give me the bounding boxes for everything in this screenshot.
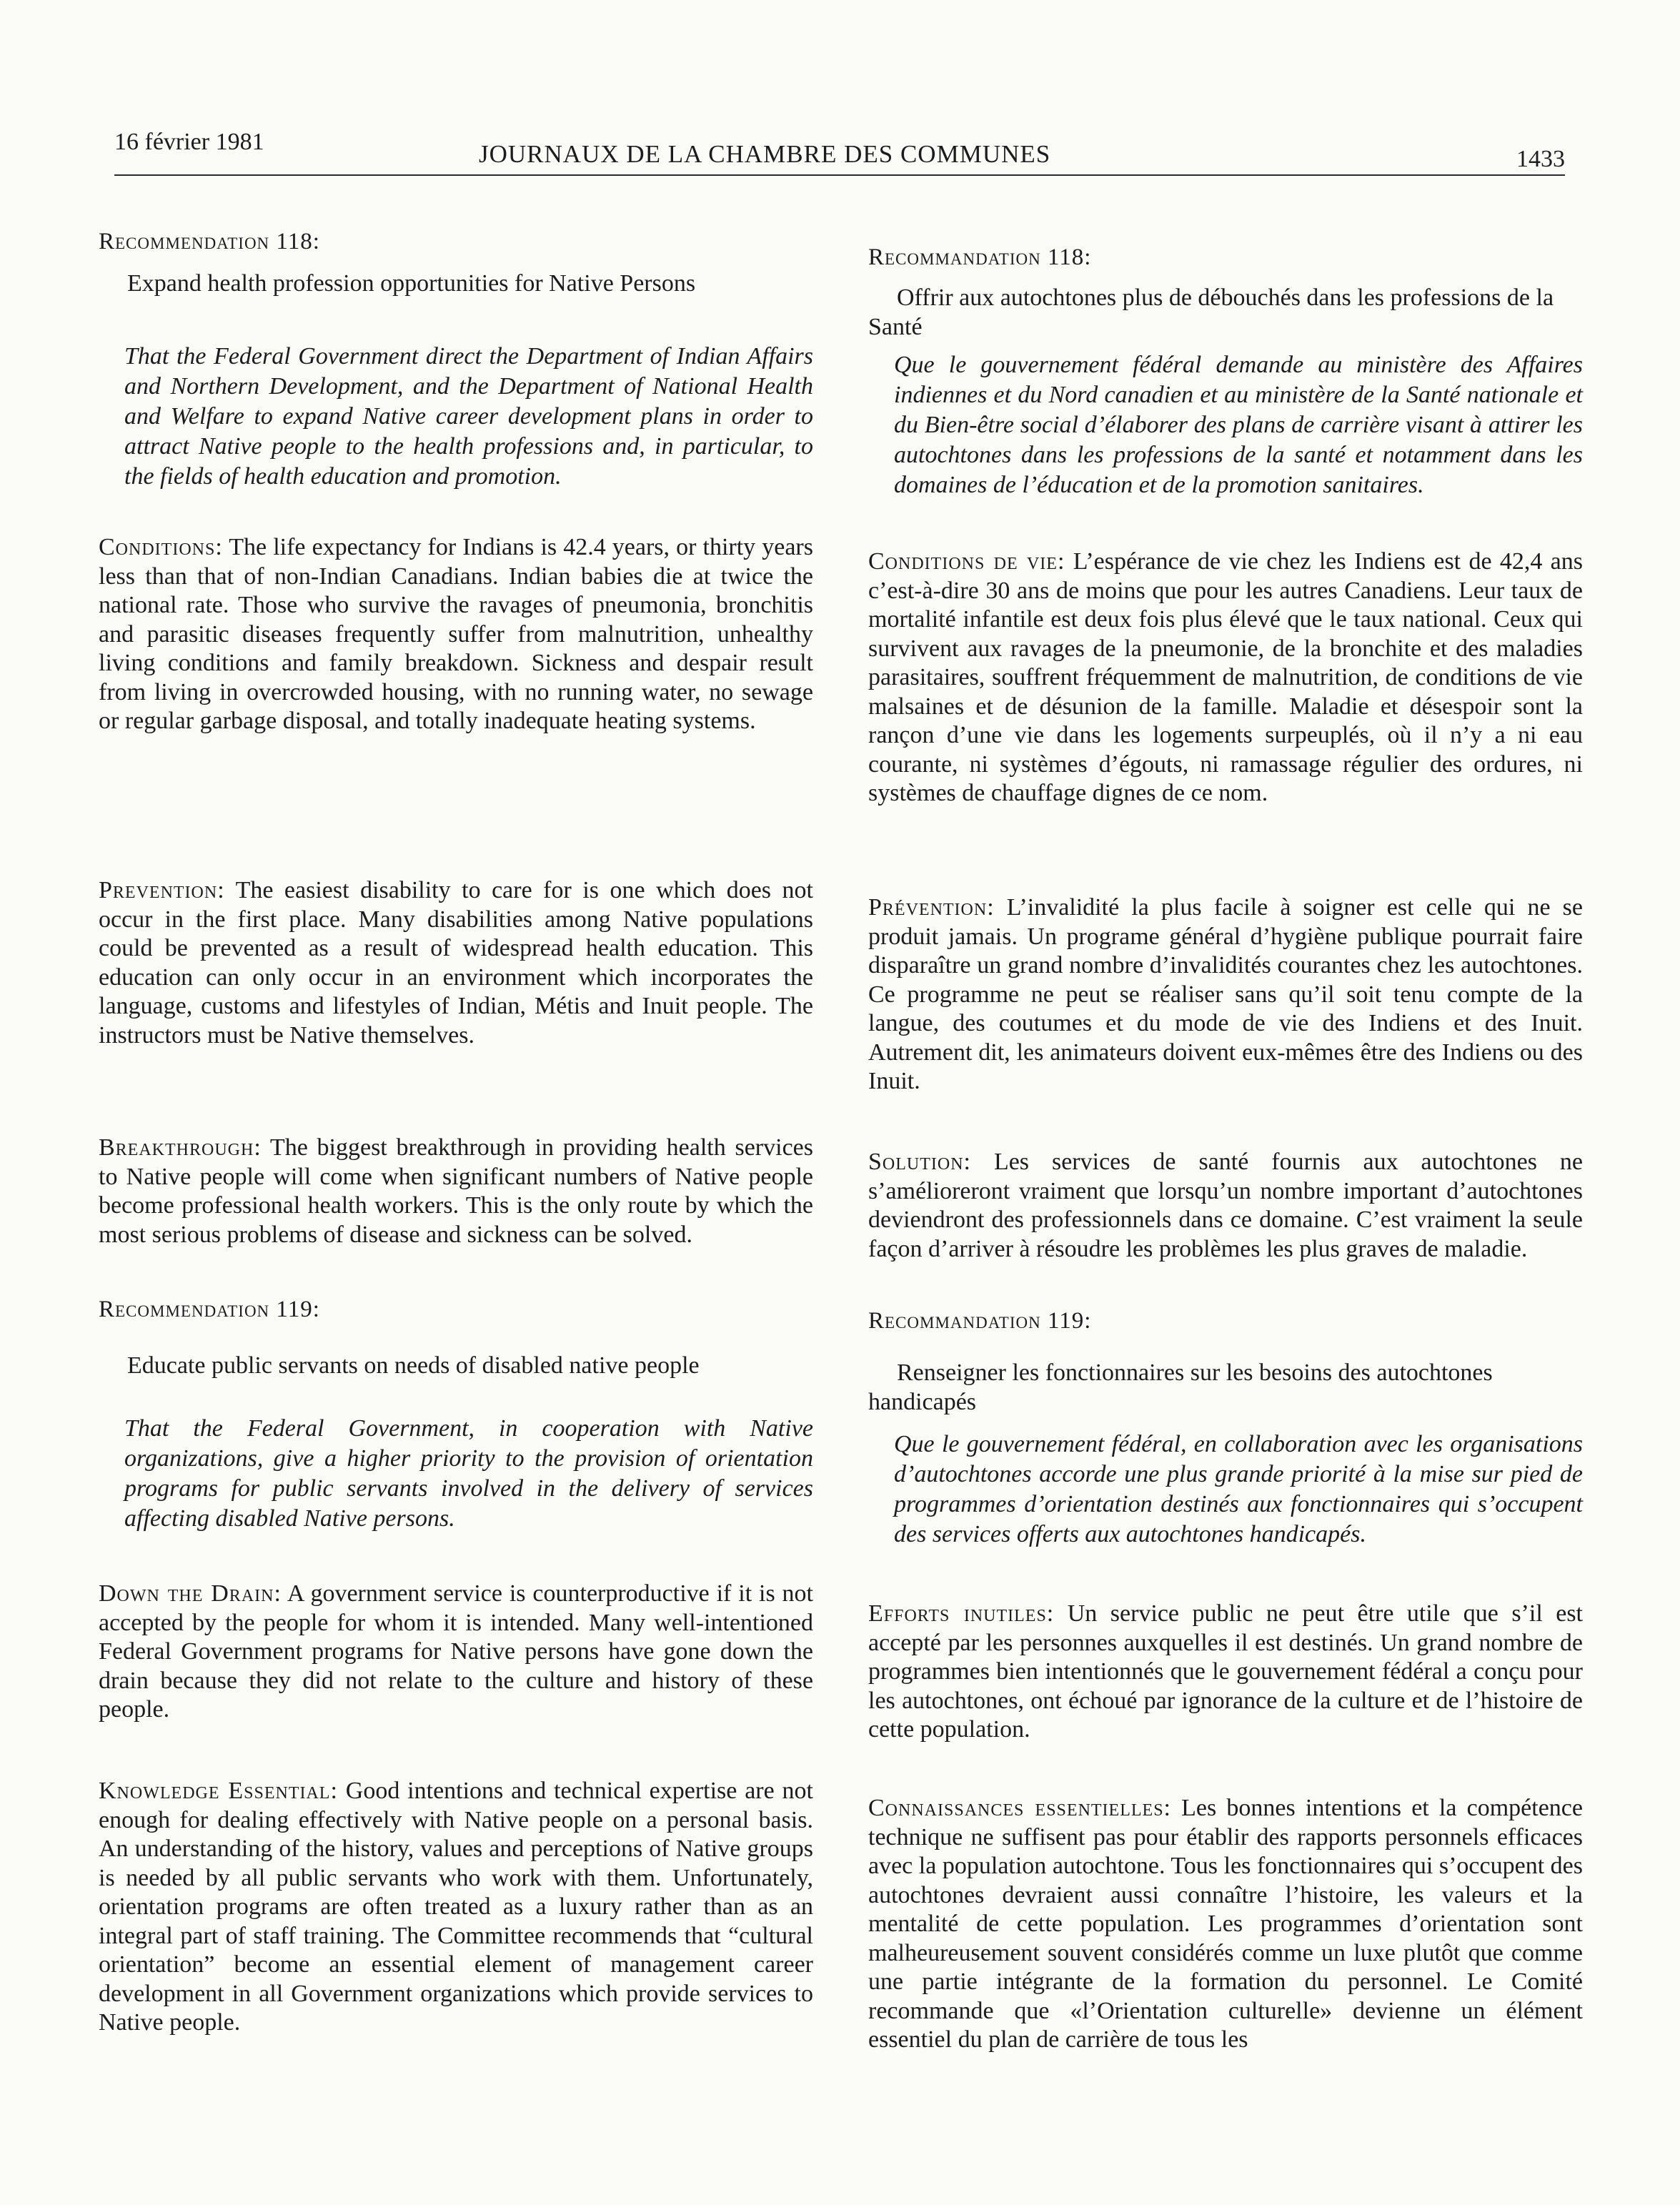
knowledge-essential-text: Good intentions and technical expertise are not enough for dealing effectively with Native people on a personal basis. An understanding of the history, values and perceptions of Native groups is needed by all public servants who work with them. Unfortunately, orientation programs are often treated as a luxury rather than as an integral part of staff training. The Committee recommends that “cultural orientation” become an essential element of management career development in all Government organizations which provide services to Native people. [99,1778,814,2036]
prevention-fr-label: Prévention: [868,894,995,921]
conditions-de-vie-paragraph [868,547,1583,808]
recommendation-119-subtitle: Educate public servants on needs of disabled native people [127,1352,700,1379]
conditions-paragraph [99,533,813,736]
recommandation-119-text: Que le gouvernement fédéral, en collaboration avec les organisations d’autochtones accorde une plus grande priorité à la mise sur pied de programmes d’orientation destinés aux fonctionnaires qui s’occupent des services offerts aux autochtones handicapés. [894,1431,1583,1547]
recommendation-119-heading: Recommendation 119: [99,1297,320,1322]
connaissances-text: Les bonnes intentions et la compétence technique ne suffisent pas pour établir des rapports personnels efficaces avec la population autochtone. Tous les fonctionnaires qui s’occupent des autochtones devraient aussi connaître l’histoire, les valeurs et la mentalité de cette population. Les programmes d’orientation sont malheureusement souvent considérés comme un luxe plutôt que comme une partie intégrante de la formation du personnel. Le Comité recommande que «l’Orientation culturelle» devienne un élément essentiel du plan de carrière de tous les [868,1795,1583,2053]
down-the-drain-paragraph [99,1580,813,1725]
efforts-inutiles-label: Efforts inutiles: [868,1600,1055,1627]
conditions-de-vie-label: Conditions de vie: [868,548,1065,575]
solution-paragraph [868,1148,1583,1264]
page-header [114,127,1565,176]
conditions-text: The life expectancy for Indians is 42.4 years, or thirty years less than that of non-Indian Canadians. Indian babies die at twice the national rate. Those who survive the ravages of pneumonia, bronchitis and parasitic diseases frequently suffer from malnutrition, unhealthy living conditions and family breakdown. Sickness and despair result from living in overcrowded housing, with no running water, no sewage or regular garbage disposal, and totally inadequate heating systems. [99,534,813,734]
recommendation-118-subtitle: Expand health profession opportunities for Native Persons [127,270,696,297]
recommendation-118-heading: Recommendation 118: [99,229,320,254]
recommandation-118-heading: Recommandation 118: [868,244,1092,270]
recommandation-118-text: Que le gouvernement fédéral demande au ministère des Affaires indiennes et du Nord canadien et au ministère de la Santé nationale et du Bien-être social d’élaborer des plans de carrière visant à attirer les autochtones dans les professions de la santé et notamment dans les domaines de l’éducation et de la promotion sanitaires. [894,352,1583,498]
knowledge-essential-label: Knowledge Essential: [99,1778,338,1804]
prevention-label: Prevention: [99,877,225,903]
conditions-label: Conditions: [99,534,223,560]
solution-text: Les services de santé fournis aux autochtones ne s’amélioreront vraiment que lorsqu’un nombre important d’autochtones deviendront des professionnels dans ce domaine. C’est vraiment la seule façon d’arriver à résoudre les problèmes les plus graves de maladie. [868,1149,1583,1262]
journal-title: JOURNAUX DE LA CHAMBRE DES COMMUNES [479,140,1051,168]
recommendation-118-text: That the Federal Government direct the Department of Indian Affairs and Northern Development, and the Department of National Health and Welfare to expand Native career development plans in order to attract Native people to the health professions and, in particular, to the fields of health education and promotion. [124,343,813,490]
prevention-fr-text: L’invalidité la plus facile à soigner est celle qui ne se produit jamais. Un programe général d’hygiène publique pourrait faire disparaître un grand nombre d’invalidités courantes chez les autochtones. Ce programme ne peut se réaliser sans qu’il soit tenu compte de la langue, des coutumes et du mode de vie des Indiens et des Inuit. Autrement dit, les animateurs doivent eux-mêmes être des Indiens ou des Inuit. [868,894,1583,1094]
recommandation-119-heading: Recommandation 119: [868,1308,1092,1334]
connaissances-label: Connaissances essentielles: [868,1795,1171,1821]
down-the-drain-text: A government service is counterproductive if it is not accepted by the people for whom it is intended. Many well-intentioned Federal Government programs for Native persons have gone down the drain because they did not relate to the culture and history of these people. [99,1580,814,1723]
connaissances-paragraph [868,1794,1583,2055]
solution-label: Solution: [868,1149,971,1175]
recommandation-118-subtitle: Offrir aux autochtones plus de débouchés dans les professions de la Santé [868,284,1554,340]
prevention-fr-paragraph [868,893,1583,1096]
breakthrough-text: The biggest breakthrough in providing health services to Native people will come when significant numbers of Native people become professional health workers. This is the only route by which the most serious problems of disease and sickness can be solved. [99,1134,813,1248]
page-number: 1433 [1516,146,1565,172]
conditions-de-vie-text: L’espérance de vie chez les Indiens est de 42,4 ans c’est-à-dire 30 ans de moins que pour les autres Canadiens. Leur taux de mortalité infantile est deux fois plus élevé que le taux national. Ceux qui survivent aux ravages de la pneumonie, de la bronchite et des maladies parasitaires, souffrent fréquemment de malnutrition, de conditions de vie malsaines et de désunion de la famille. Maladie et désespoir sont la rançon d’une vie dans les logements surpeuplés, où il n’y a ni eau courante, ni systèmes d’égouts, ni ramassage régulier des ordures, ni systèmes de chauffage dignes de ce nom. [868,548,1583,806]
recommendation-119-text: That the Federal Government, in cooperation with Native organizations, give a higher priority to the provision of orientation programs for public servants involved in the delivery of services affecting disabled Native persons. [124,1415,813,1532]
prevention-paragraph [99,876,813,1050]
journal-date: 16 février 1981 [114,129,264,155]
down-the-drain-label: Down the Drain: [99,1580,282,1607]
efforts-inutiles-paragraph [868,1600,1583,1745]
breakthrough-paragraph [99,1134,813,1249]
knowledge-essential-paragraph [99,1777,813,2038]
breakthrough-label: Breakthrough: [99,1134,262,1161]
recommandation-119-subtitle: Renseigner les fonctionnaires sur les besoins des autochtones handicapés [868,1359,1493,1415]
prevention-text: The easiest disability to care for is one which does not occur in the first place. Many disabilities among Native populations could be prevented as a result of widespread health education. This education can only occur in an environment which incorporates the language, customs and lifestyles of Indian, Métis and Inuit people. The instructors must be Native themselves. [99,877,813,1049]
efforts-inutiles-text: Un service public ne peut être utile que s’il est accepté par les personnes auxquelles il est destinés. Un grand nombre de programmes bien intentionnés que le gouvernement fédéral a conçu pour les autochtones, ont échoué par ignorance de la culture et de l’histoire de cette population. [868,1600,1584,1743]
